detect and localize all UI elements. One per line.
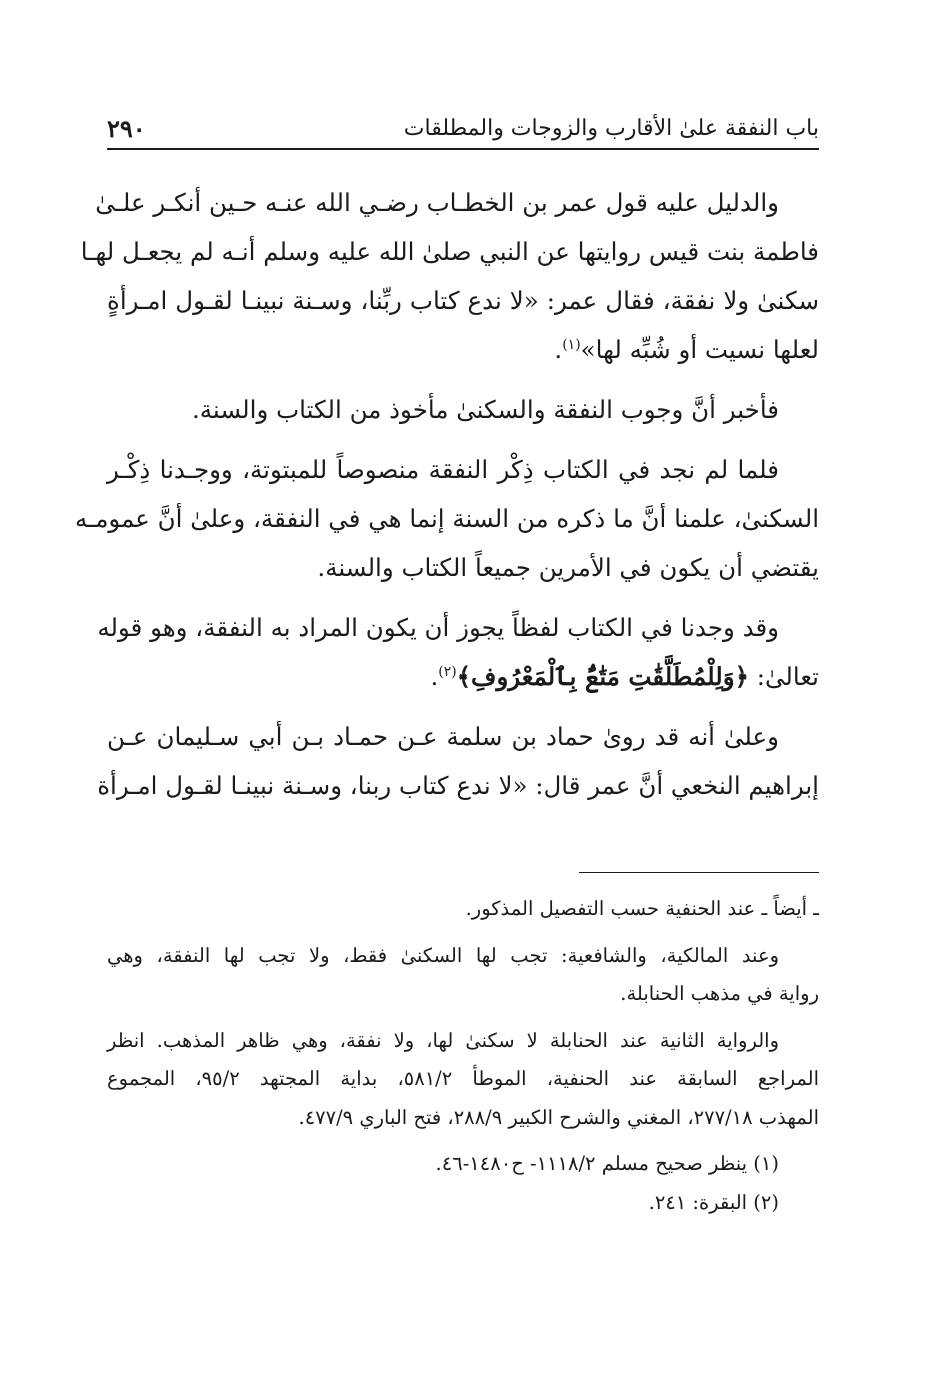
- book-page: [75, 0, 819, 1381]
- footnote-line: والرواية الثانية عند الحنابلة لا سكنىٰ لها، ولا نفقة، وهي ظاهر المذهب. انظر: [107, 1028, 779, 1052]
- footnote-paragraph: [107, 1022, 819, 1138]
- footnote-line: رواية في مذهب الحنابلة.: [620, 982, 819, 1005]
- paragraph-line: والدليل عليه قول عمر بن الخطـاب رضـي الله عنـه حـين أنكـر علـىٰ: [95, 188, 779, 217]
- footnote-ref-1[interactable]: (١): [562, 336, 581, 353]
- paragraph-3: [75, 445, 819, 592]
- footnote-line: (١) ينظر صحيح مسلم ١١١٨/٢- ح١٤٨٠-٤٦.: [435, 1152, 779, 1175]
- footnote-continuation: [107, 890, 819, 929]
- paragraph-4: [97, 603, 819, 701]
- main-text: [75, 178, 819, 821]
- paragraph-line: فاطمة بنت قيس روايتها عن النبي صلىٰ الله عليه وسلم أنـه لم يجعـل لهـا: [80, 237, 819, 266]
- paragraph-5: [97, 712, 819, 810]
- paragraph-line: السكنىٰ، علمنا أنَّ ما ذكره من السنة إنما هي في النفقة، وعلىٰ أنَّ عمومـه: [75, 504, 819, 533]
- page-header: [107, 104, 819, 150]
- footnote-line: وعند المالكية، والشافعية: تجب لها السكنىٰ فقط، ولا تجب لها النفقة، وهي: [107, 943, 779, 967]
- paragraph-line: يقتضي أن يكون في الأمرين جميعاً الكتاب والسنة.: [317, 553, 819, 582]
- footnote-paragraph: [107, 937, 819, 1014]
- footnote-ref-2[interactable]: (٢): [438, 663, 457, 680]
- paragraph-1: [80, 178, 819, 374]
- paragraph-line: سكنىٰ ولا نفقة، فقال عمر: «لا ندع كتاب ربِّنا، وسـنة نبينـا لقـول امـرأةٍ: [107, 286, 819, 315]
- line-end-punct: .: [554, 335, 563, 364]
- paragraph-line-text: لعلها نسيت أو شُبِّه لها»: [580, 335, 819, 364]
- paragraph-line: [107, 325, 819, 374]
- page-number: ٢٩٠: [107, 114, 146, 143]
- paragraph-line: [107, 652, 819, 701]
- footnote-line: المراجع السابقة عند الحنفية، الموطأ ٥٨١/٢، بداية المجتهد ٩٥/٢، المجموع: [107, 1067, 819, 1090]
- footnote-line: المهذب ٢٧٧/١٨، المغني والشرح الكبير ٢٨٨/٩، فتح الباري ٤٧٧/٩.: [298, 1105, 819, 1129]
- footnote-separator: [579, 872, 819, 873]
- paragraph-line: وقد وجدنا في الكتاب لفظاً يجوز أن يكون المراد به النفقة، وهو قوله: [97, 613, 779, 642]
- running-title: باب النفقة علىٰ الأقارب والزوجات والمطلقات: [403, 116, 819, 141]
- paragraph-line-text: تعالىٰ:: [756, 662, 819, 691]
- footnote-line: (٢) البقرة: ٢٤١.: [648, 1190, 779, 1214]
- line-end-punct: .: [430, 662, 439, 691]
- footnote-2: [107, 1184, 819, 1223]
- footnote-1: [107, 1145, 819, 1184]
- paragraph-line: وعلىٰ أنه قد روىٰ حماد بن سلمة عـن حمـاد بـن أبي سـليمان عـن: [107, 722, 779, 751]
- footnote-line: ـ أيضاً ـ عند الحنفية حسب التفصيل المذكور.: [465, 897, 819, 920]
- paragraph-2: [107, 385, 819, 434]
- paragraph-line: إبراهيم النخعي أنَّ عمر قال: «لا ندع كتاب ربنا، وسـنة نبينـا لقـول امـرأة: [97, 771, 819, 800]
- quran-verse: ﴿وَلِلْمُطَلَّقَٰتِ مَتَٰعٌۢ بِٱلْمَعْرُوفِ﴾: [456, 662, 749, 691]
- paragraph-line: فلما لم نجد في الكتاب ذِكْر النفقة منصوصاً للمبتوتة، ووجـدنا ذِكْـر: [107, 455, 779, 484]
- footnotes: [107, 890, 819, 1222]
- paragraph-line: فأخبر أنَّ وجوب النفقة والسكنىٰ مأخوذ من الكتاب والسنة.: [192, 395, 779, 424]
